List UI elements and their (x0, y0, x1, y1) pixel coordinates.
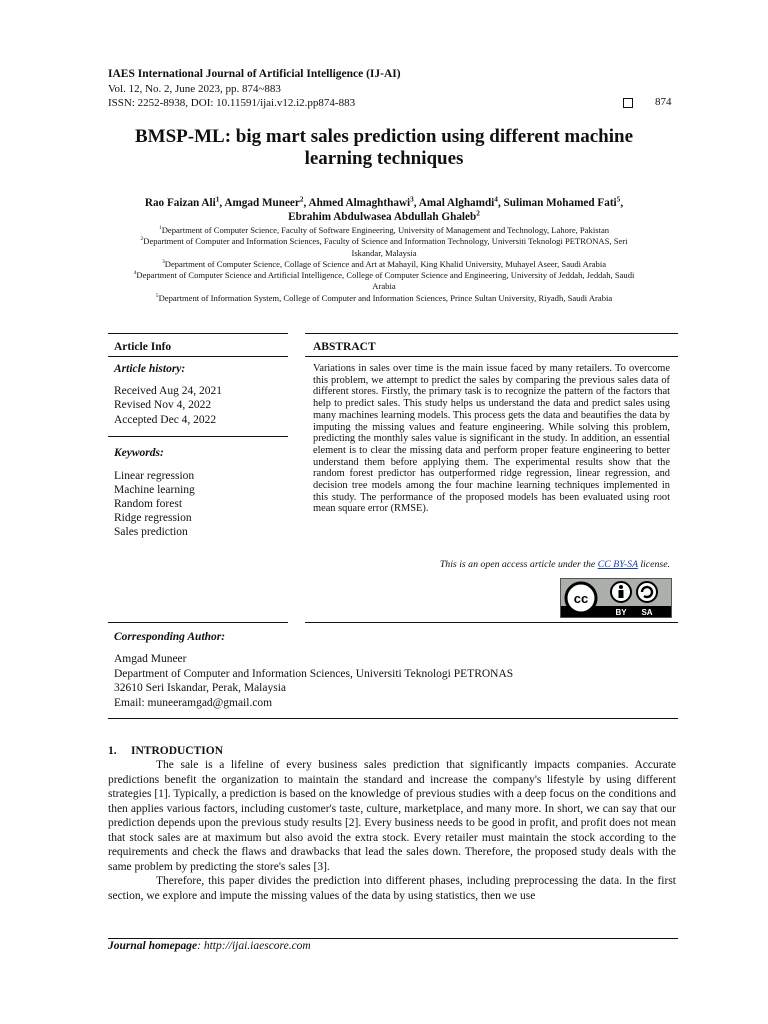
issn-doi: ISSN: 2252-8938, DOI: 10.11591/ijai.v12.i2.pp874-883 (108, 97, 356, 109)
keyword: Linear regression (114, 470, 195, 482)
author-sup: 4 (494, 195, 498, 204)
intro-paragraph-1: The sale is a lifeline of every business sales prediction that significantly impacts companies. Accurate predictions benefit the organization to maintain the standard and increase the company's lifestyle by using different strategies [1]. Typically, a prediction is based on the knowledge of previous studies with a deep focus on the conditions and then applies various factors, including customer's taste, culture, marketplace, and many more. In short, we can say that our prediction depends upon the previous study results [2]. Every business needs to be good in profit, and profit does not mean that stock sales are at maximum but also avoid the extra stock. Every retailer must maintain the stock according to the requirements and check the flaws and drawbacks that lead the sales down. Therefore, the proposed study deals with the same problem by predicting the store's sales [3]. (108, 759, 676, 873)
author-sup: 1 (215, 195, 220, 204)
corresponding-heading: Corresponding Author: (114, 631, 226, 643)
affiliation-1: $^1$Department of Computer Science, Faculty of Software Engineering, University of Management and Technology, Lahore, Pakistan (158, 225, 610, 235)
author-sup: 5 (616, 195, 621, 204)
square-icon (623, 98, 633, 108)
article-info-heading: Article Info (114, 341, 172, 353)
keyword: Sales prediction (114, 526, 188, 538)
author-sup: 2 (299, 195, 304, 204)
introduction-body (108, 758, 676, 903)
abstract-head-rule (305, 356, 678, 357)
corresponding-name: Amgad Muneer (114, 653, 187, 665)
title-line-2: learning techniques (304, 148, 464, 169)
abstract-top-rule (305, 333, 678, 334)
keyword: Machine learning (114, 484, 195, 496)
keyword: Ridge regression (114, 512, 192, 524)
affiliations (100, 225, 668, 304)
keywords-rule (108, 622, 288, 623)
history-rule (108, 436, 288, 437)
author-name: Ahmed Almaghthawi (308, 197, 411, 209)
page-number: 874 (655, 96, 672, 108)
author-list: Rao Faizan Ali$^1$, Amgad Muneer$^2$, Ahmed Almaghthawi$^3$, Amal Alghamdi$^4$, Suliman Mohamed Fati$^5$, Ebrahim Abdulwasea Abdullah Ghaleb$^2$ (144, 195, 624, 223)
revised-date: Revised Nov 4, 2022 (114, 399, 212, 411)
badge-sa-label: SA (641, 608, 653, 617)
abstract-heading: ABSTRACT (313, 341, 376, 353)
introduction-heading: 1. INTRODUCTION (108, 745, 224, 757)
accepted-date: Accepted Dec 4, 2022 (114, 414, 217, 426)
abstract-bottom-rule (305, 622, 678, 623)
homepage-url[interactable]: : http://ijai.iaescore.com (197, 940, 311, 952)
author-sup: 2 (476, 209, 480, 218)
affiliation-3: $^3$Department of Computer Science, Collage of Science and Art at Mahayil, King Khalid University, Muhayel Aseer, Saudi Arabia (161, 258, 607, 269)
creative-commons-icon (561, 579, 671, 617)
corresponding-address: 32610 Seri Iskandar, Perak, Malaysia (114, 682, 286, 695)
corresponding-details (114, 652, 513, 710)
history-heading: Article history: (114, 363, 186, 375)
info-head-rule (108, 356, 288, 357)
keyword: Random forest (114, 498, 183, 510)
keywords-heading: Keywords: (114, 447, 164, 459)
license-link[interactable]: CC BY-SA (597, 559, 638, 570)
affiliation-5: $^5$Department of Information System, College of Computer and Information Sciences, Prince Sultan University, Riyadh, Saudi Arabia (155, 292, 613, 303)
volume-info: Vol. 12, No. 2, June 2023, pp. 874~883 (108, 83, 281, 95)
affiliation-4: $^4$Department of Computer Science and Artificial Intelligence, College of Computer Science and Engineering, University of Jeddah, Jeddah, Saudi Arabia (133, 270, 635, 292)
received-date: Received Aug 24, 2021 (114, 385, 222, 397)
author-name: Suliman Mohamed Fati (503, 197, 617, 209)
badge-by-label: BY (615, 608, 627, 617)
abstract-text: Variations in sales over time is the main issue faced by many retailers. To overcome this problem, we attempt to predict the sales by comparing the previous sales data of different stores. Firstly, the primary task is to recognize the pattern of the factors that help to predict sales. This study helps us understand the data and predict sales using many machines learning models. This process gets the data and beautifies the data by imputing the missing values and feature engineering. While solving this problem, predicting the monthly sales value is significant in the study. In addition, an essential element is to clear the missing data and perform proper feature engineering to better understand them before applying them. The experimental results show that the random forest predictor has outperformed ridge regression, linear regression, and decision tree models among the four machine learning techniques implemented in this study. The performance of the proposed models has been evaluated using root mean square error (RMSE). (313, 363, 670, 515)
author-name: Amal Alghamdi (418, 197, 495, 209)
paper-title (100, 126, 668, 170)
svg-text:cc: cc (573, 591, 589, 606)
corresponding-rule (108, 718, 678, 719)
info-top-rule (108, 333, 288, 334)
affiliation-2: $^2$Department of Computer and Information Sciences, Faculty of Science and Information Technology, Universiti Teknologi PETRONAS, Seri Iskandar, Malaysia (140, 236, 628, 258)
journal-homepage (108, 940, 311, 952)
footer-rule (108, 938, 678, 939)
corresponding-dept: Department of Computer and Information Sciences, Universiti Teknologi PETRONAS (114, 667, 514, 680)
license-note: This is an open access article under the CC BY-SA license. (439, 559, 670, 570)
homepage-label: Journal homepage (108, 940, 198, 952)
author-sup: 3 (410, 195, 414, 204)
author-name: Ebrahim Abdulwasea Abdullah Ghaleb (288, 211, 477, 223)
journal-name: IAES International Journal of Artificial Intelligence (IJ-AI) (108, 68, 401, 80)
author-name: Amgad Muneer (224, 197, 300, 209)
title-line-1: BMSP-ML: big mart sales prediction using different machine (134, 126, 634, 147)
corresponding-email: Email: muneeramgad@gmail.com (114, 696, 273, 709)
cc-by-sa-badge[interactable] (560, 578, 672, 618)
author-name: Rao Faizan Ali (144, 197, 216, 209)
intro-paragraph-2: Therefore, this paper divides the prediction into different phases, including preprocessing the data. In the first section, we explore and impute the missing values of the data by using statistics, then we use (108, 875, 676, 902)
